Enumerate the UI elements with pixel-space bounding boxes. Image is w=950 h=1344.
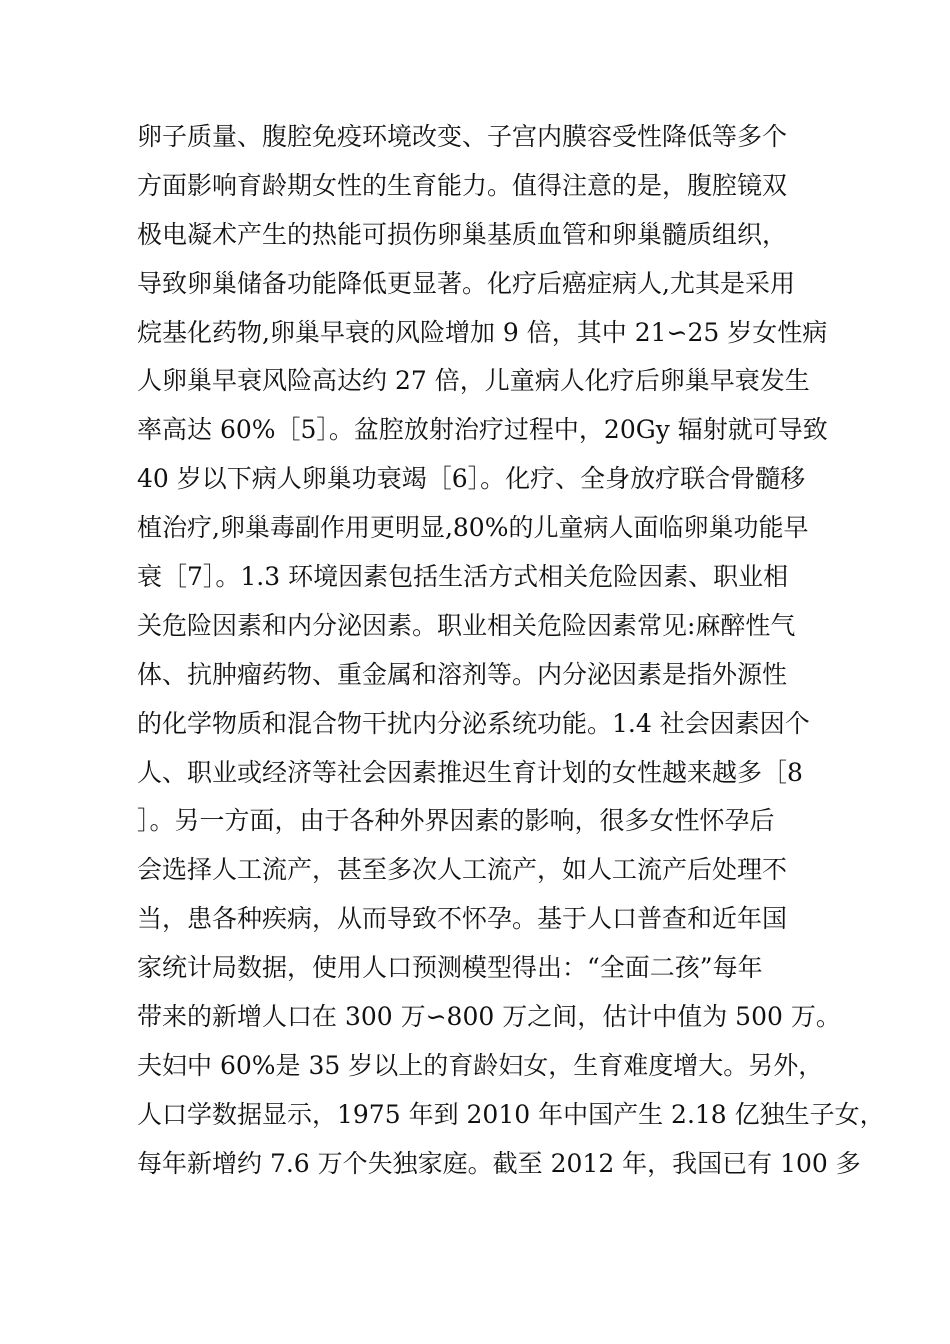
text-line: 率高达 60%［5］。盆腔放射治疗过程中，20Gy 辐射就可导致 (137, 415, 828, 445)
text-line: 会选择人工流产，甚至多次人工流产，如人工流产后处理不 (137, 855, 788, 885)
text-line: 人卵巢早衰风险高达约 27 倍，儿童病人化疗后卵巢早衰发生 (137, 366, 810, 396)
text-line: 方面影响育龄期女性的生育能力。值得注意的是，腹腔镜双 (137, 170, 788, 200)
text-line: 极电凝术产生的热能可损伤卵巢基质血管和卵巢髓质组织， (137, 219, 788, 249)
text-line: 当，患各种疾病，从而导致不怀孕。基于人口普查和近年国 (137, 904, 788, 934)
text-line: 烷基化药物,卵巢早衰的风险增加 9 倍，其中 21∽25 岁女性病 (137, 317, 828, 347)
text-line: 体、抗肿瘤药物、重金属和溶剂等。内分泌因素是指外源性 (137, 659, 788, 689)
body-text (137, 113, 885, 1189)
text-line: 夫妇中 60%是 35 岁以上的育龄妇女，生育难度增大。另外， (137, 1050, 824, 1080)
text-line: 40 岁以下病人卵巢功衰竭［6］。化疗、全身放疗联合骨髓移 (137, 464, 806, 494)
text-line: 带来的新增人口在 300 万∽800 万之间，估计中值为 500 万。 (137, 1002, 841, 1032)
text-line: 衰［7］。1.3 环境因素包括生活方式相关危险因素、职业相 (137, 562, 789, 592)
text-line: 人口学数据显示，1975 年到 2010 年中国产生 2.18 亿独生子女， (137, 1099, 885, 1129)
text-line: 人、职业或经济等社会因素推迟生育计划的女性越来越多［8 (137, 757, 803, 787)
text-line: 关危险因素和内分泌因素。职业相关危险因素常见:麻醉性气 (137, 610, 796, 640)
text-line: 导致卵巢储备功能降低更显著。化疗后癌症病人,尤其是采用 (137, 268, 795, 298)
text-line: 卵子质量、腹腔免疫环境改变、子宫内膜容受性降低等多个 (137, 122, 788, 151)
text-line: 植治疗,卵巢毒副作用更明显,80%的儿童病人面临卵巢功能早 (137, 513, 809, 543)
text-line: 家统计局数据，使用人口预测模型得出：“全面二孩”每年 (137, 953, 763, 983)
text-line: ］。另一方面，由于各种外界因素的影响，很多女性怀孕后 (137, 806, 775, 836)
text-line: 每年新增约 7.6 万个失独家庭。截至 2012 年，我国已有 100 多 (137, 1148, 861, 1178)
text-line: 的化学物质和混合物干扰内分泌系统功能。1.4 社会因素因个 (137, 708, 810, 738)
